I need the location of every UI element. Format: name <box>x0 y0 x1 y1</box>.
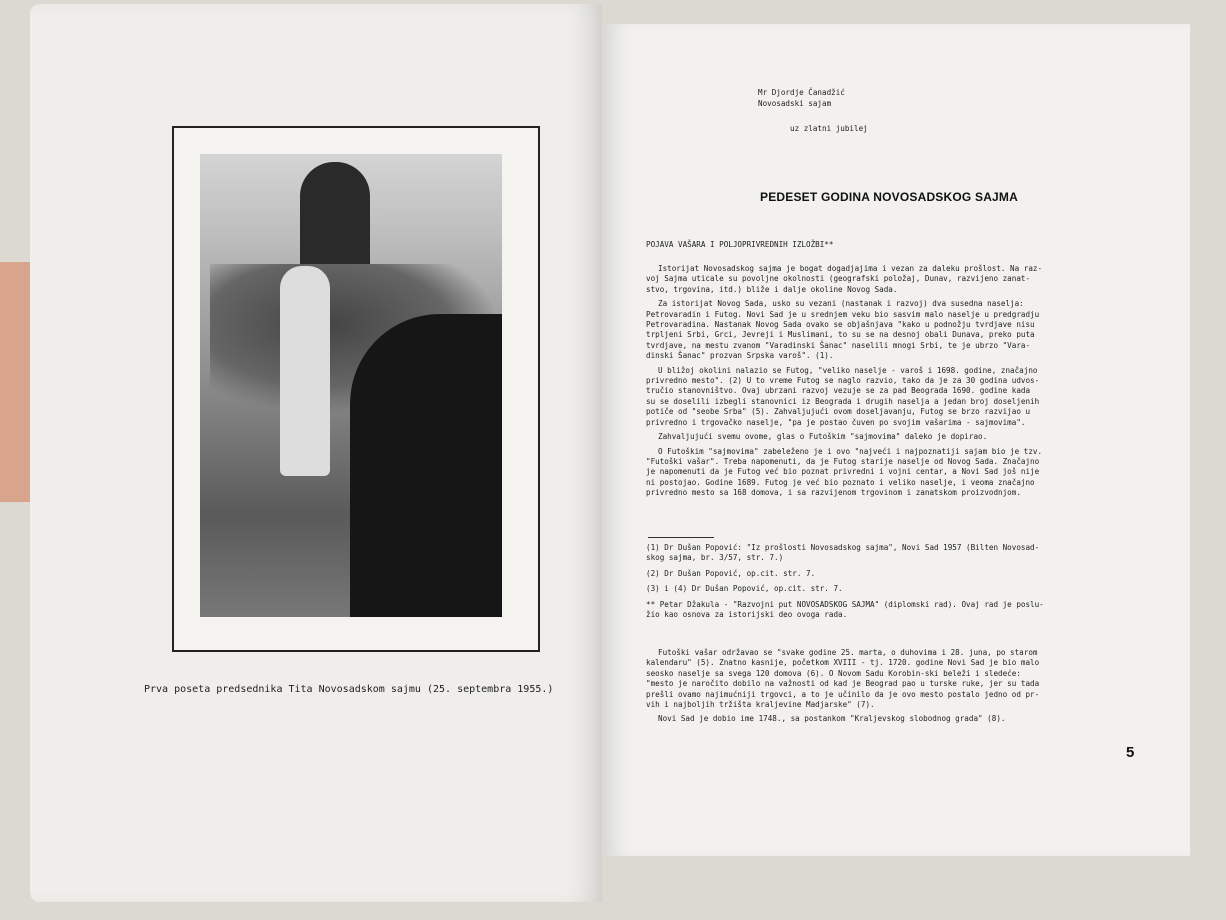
article-subtitle: uz zlatni jubilej <box>790 124 868 133</box>
article-body-continued <box>646 648 1138 729</box>
photo-caption: Prva poseta predsednika Tita Novosadskom sajmu (25. septembra 1955.) <box>144 684 554 695</box>
author-block <box>758 87 845 109</box>
author-affiliation: Novosadski sajam <box>758 99 832 108</box>
footnote: ** Petar Džakula - "Razvojni put NOVOSADSKOG SAJMA" (diplomski rad). Ovaj rad je poslu- žio kao osnova za istorijski deo ovoga rada. <box>646 599 1044 620</box>
paragraph: Istorijat Novosadskog sajma je bogat dogadjajima i vezan za daleku prošlost. Na raz- voj Sajma uticale su povoljne okolnosti (geografski položaj, Dunav, razvijeno zanat- stvo, trgovina, itd.) bliže i dalje okoline Novog Sada. <box>646 264 1043 294</box>
footnotes <box>646 543 1138 625</box>
paragraph: Zahvaljujući svemu ovome, glas o Futoškim "sajmovima" daleko je dopirao. <box>658 432 988 442</box>
section-heading: POJAVA VAŠARA I POLJOPRIVREDNIH IZLOŽBI** <box>646 240 834 249</box>
article-body <box>646 264 1138 503</box>
historical-photo <box>200 154 502 617</box>
page-number: 5 <box>1126 744 1135 761</box>
author-name: Mr Djordje Čanadžić <box>758 88 845 97</box>
footnote: (3) i (4) Dr Dušan Popović, op.cit. str. 7. <box>646 584 843 594</box>
article-title: PEDESET GODINA NOVOSADSKOG SAJMA <box>760 190 1018 204</box>
photo-car <box>350 314 502 617</box>
paragraph: O Futoškim "sajmovima" zabeleženo je i ovo "najveći i najpoznatiji sajam bio je tzv. "Futoški vašar". Treba napomenuti, da je Futog starije naselje od Novog Sada. Značajno je napomenuti da je Futog već bio poznat privredni i vojni centar, a Novi Sad još nije ni postojao. Godine 1689. Futog je već bio poznato i veliko naselje, i veoma značajno privredno mesto sa 168 domova, i sa razvijenom trgovinom i zanatskom proizvodnjom. <box>646 446 1043 498</box>
photo-figure <box>280 266 330 476</box>
paragraph: U bližoj okolini nalazio se Futog, "veliko naselje - varoš i 1698. godine, značajno privredno mesto". (2) U to vreme Futog se naglo razvio, tako da je za 30 godina udvos- tručio stanovništvo. Ovaj ubrzani razvoj vezuje se za pad Beograda 1690. godine kada su se doselili izbegli stanovnici iz Beograda i drugih naselja a jedan broj doseljenih potiče od "seobe Srba" (5). Zahvaljujući ovom doseljavanju, Futog se brzo razvijao u privredno i trgovačko naselje, "pa je postao čuven po svojim vašarima - sajmovima". <box>646 365 1040 427</box>
footnote-divider <box>648 537 714 538</box>
footnote: (2) Dr Dušan Popović, op.cit. str. 7. <box>646 568 816 578</box>
footnote: (1) Dr Dušan Popović: "Iz prošlosti Novosadskog sajma", Novi Sad 1957 (Bilten Novosad- skog sajma, br. 3/57, str. 7.) <box>646 543 1040 563</box>
paragraph: Novi Sad je dobio ime 1748., sa postankom "Kraljevskog slobodnog grada" (8). <box>658 714 1006 724</box>
paragraph: Futoški vašar održavao se "svake godine 25. marta, o duhovima i 28. juna, po starom kalendaru" (5). Znatno kasnije, početkom XVIII - tj. 1720. godine Novi Sad je bio malo seosko naselje sa svega 120 domova (6). O Novom Sadu Korobin-ski beleži i sledeće: "mesto je naročito dobilo na važnosti od kad je Beograd pao u turske ruke, jer su tada prešli ovamo najimućniji trgovci, a to je učinilo da je ovo mesto postalo jedno od pr- vih i najboljih tržišta kraljevine Madjarske" (7). <box>646 648 1040 710</box>
paragraph: Za istorijat Novog Sada, usko su vezani (nastanak i razvoj) dva susedna naselja: Petrovaradin i Futog. Novi Sad je u srednjem veku bio sasvim malo naselje u predgradju Petrovaradina. Nastanak Novog Sada ovako se objašnjava "kako u podnožju tvrdjave nisu trpljeni Srbi, Grci, Jevreji i Muslimani, to su se na desnoj obali Dunava, preko puta tvrdjave, na mestu zvanom "Varadinski Šanac" naselili mnogi Srbi, te je ubrzo "Vara- dinski Šanac" prozvan Srpska varoš". (1). <box>646 299 1040 361</box>
